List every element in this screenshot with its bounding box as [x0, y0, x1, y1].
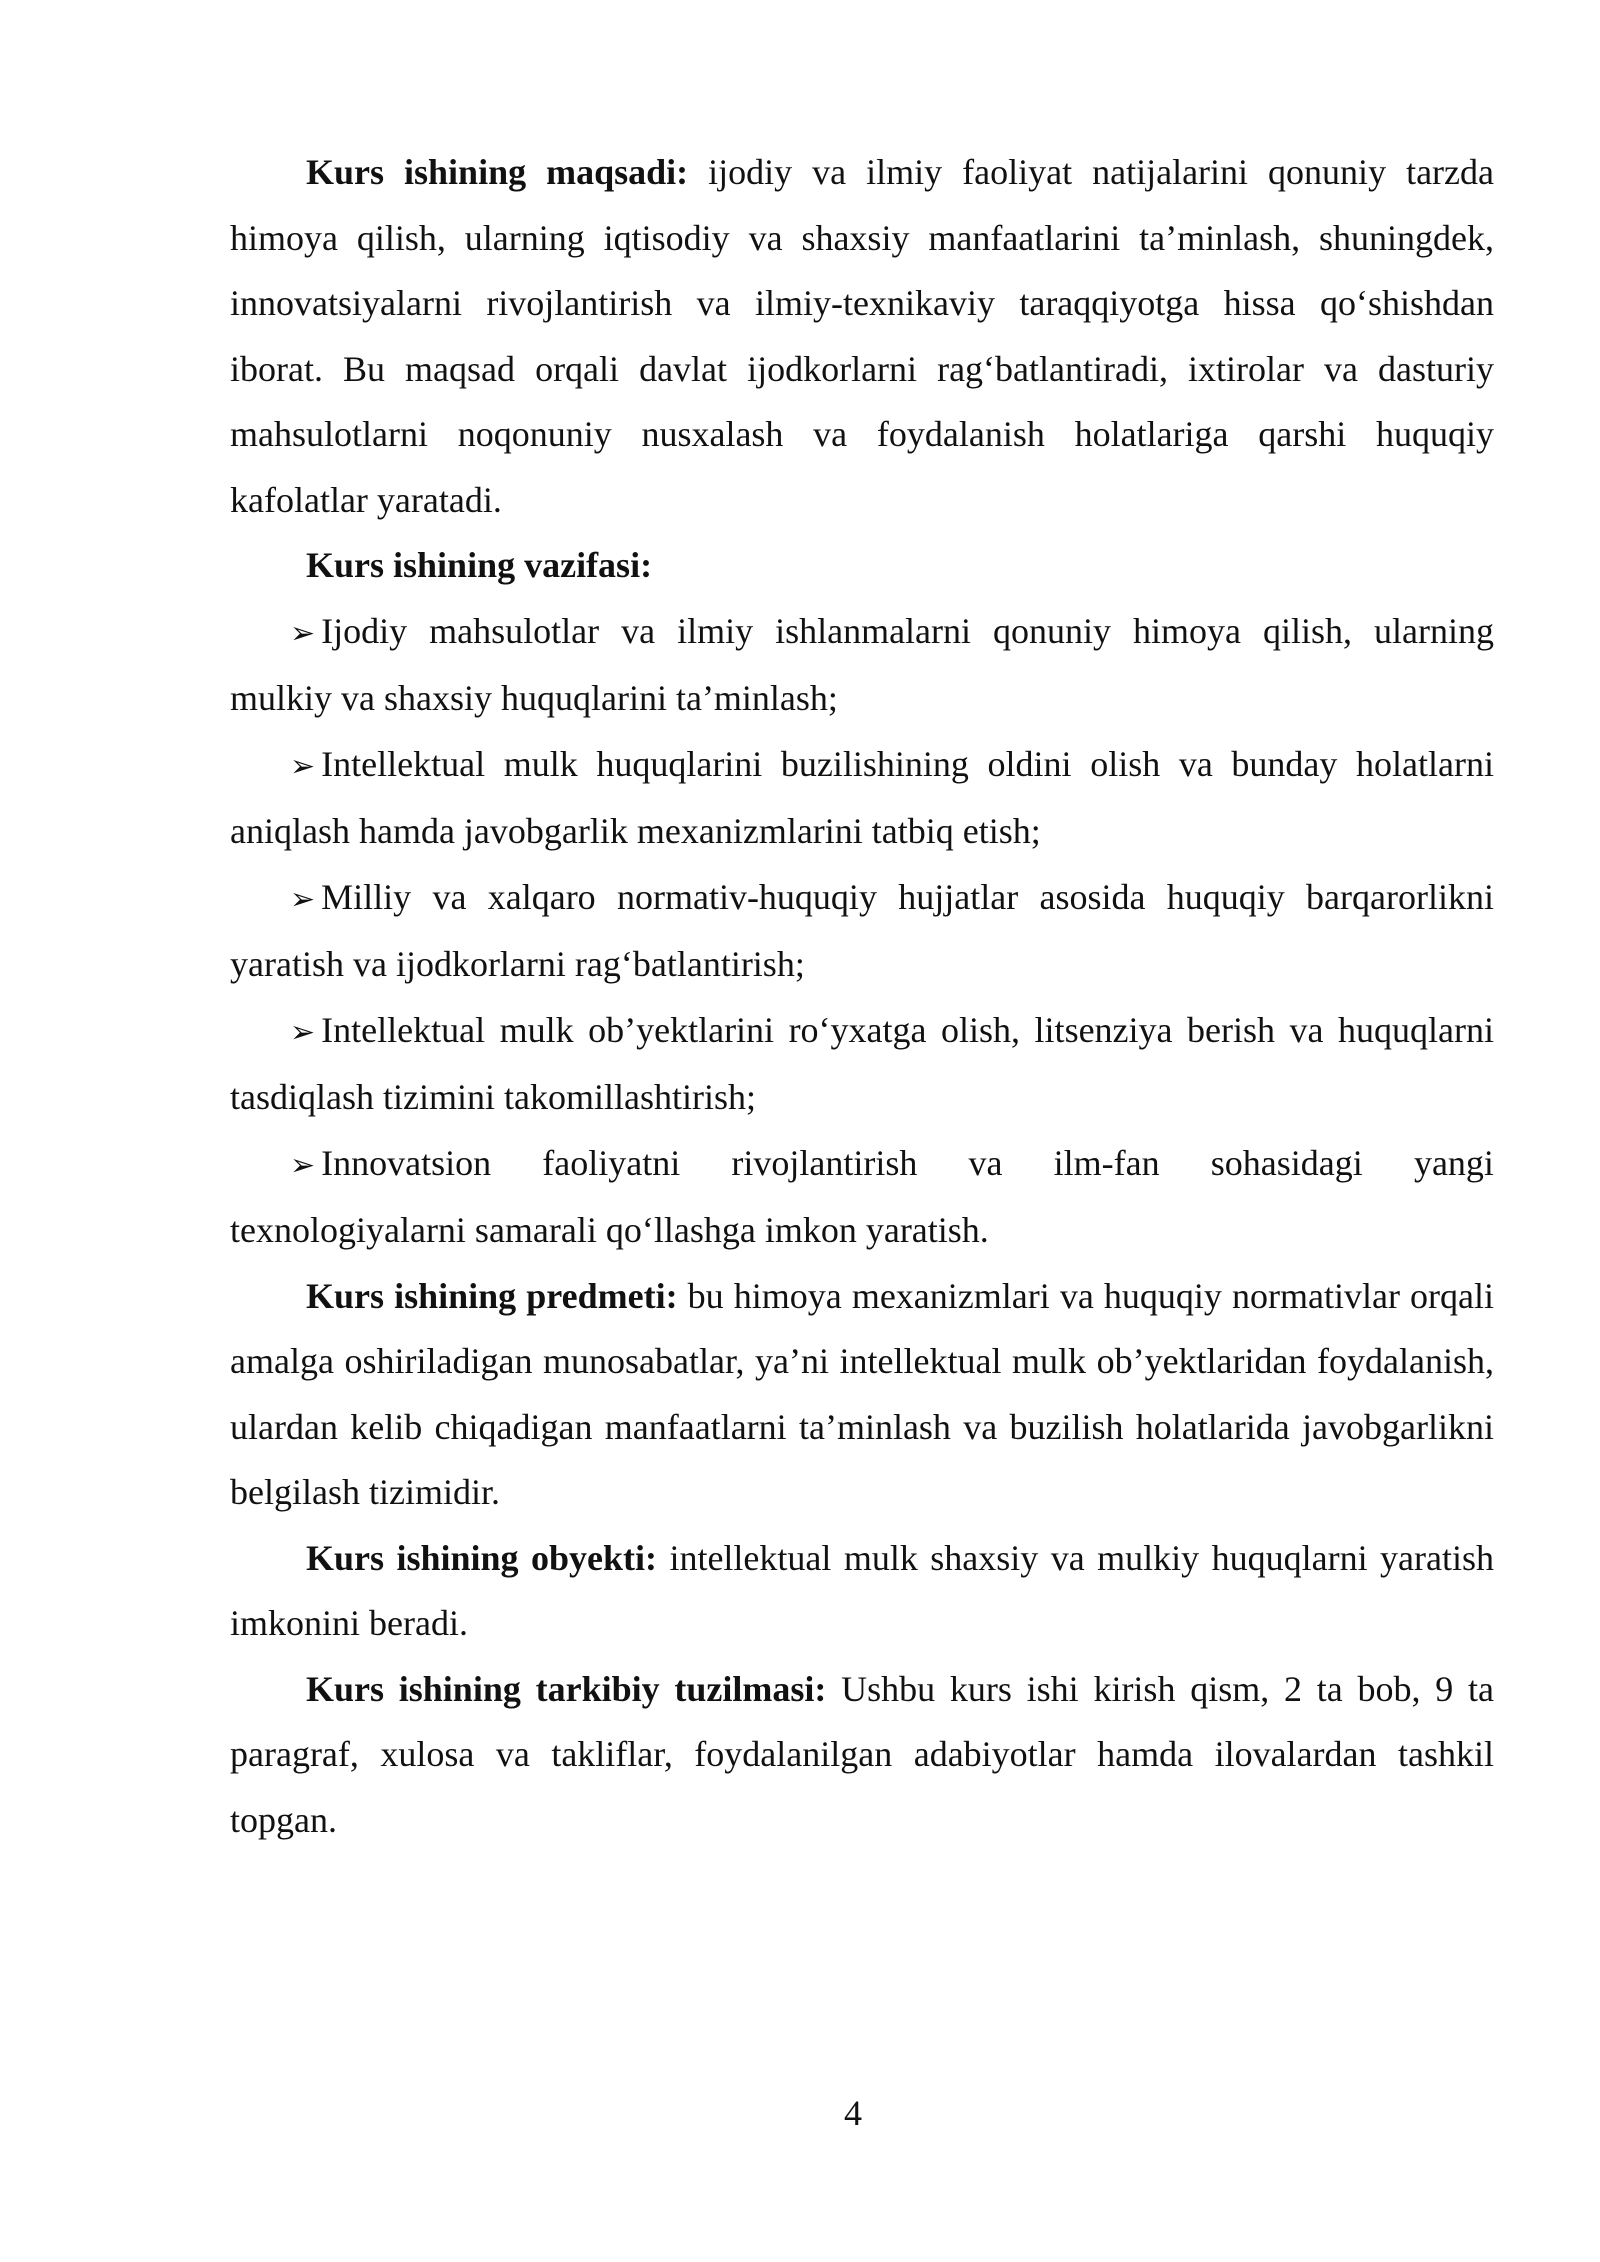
text-predmet: bu himoya mexanizmlari va huquqiy normativlar orqali amalga oshiriladigan munosabatlar, ya’ni intellektual mulk ob’yektlaridan foydalanish, ulardan kelib chiqadigan manfaatlarni ta’minlash va buzilish holatlarida javobgarlikni belgilash tizimidir.	[230, 1275, 1494, 1512]
heading-tuzilma: Kurs ishining tarkibiy tuzilmasi:	[306, 1668, 827, 1709]
task-last-word-first	[290, 1131, 491, 1199]
page-number: 4	[844, 2093, 862, 2133]
task-last-line1	[230, 1131, 1494, 1199]
paragraph-maqsad	[230, 140, 1494, 533]
heading-maqsad: Kurs ishining maqsadi:	[306, 152, 689, 192]
task-item-last	[230, 1131, 1494, 1264]
task-item	[230, 599, 1494, 732]
paragraph-obyekt	[230, 1526, 1494, 1657]
task-text: Milliy va xalqaro normativ-huquqiy hujjatlar asosida huquqiy barqarorlikni yaratish va ijodkorlarni rag‘batlantirish;	[230, 876, 1494, 984]
arrow-bullet-icon: ➢	[290, 1014, 316, 1050]
text-tuzilma: Ushbu kurs ishi kirish qism, 2 ta bob, 9 ta paragraf, xulosa va takliflar, foydalanilgan adabiyotlar hamda ilovalardan tashkil topgan.	[230, 1668, 1494, 1840]
task-word: sohasidagi	[1210, 1142, 1363, 1183]
task-last-line2: texnologiyalarni samarali qo‘llashga imkon yaratish.	[230, 1210, 989, 1250]
task-text: Ijodiy mahsulotlar va ilmiy ishlanmalarni qonuniy himoya qilish, ularning mulkiy va shaxsiy huquqlarini ta’minlash;	[230, 610, 1494, 718]
paragraph-tuzilma	[230, 1657, 1494, 1854]
task-text: Intellektual mulk ob’yektlarini ro‘yxatga olish, litsenziya berish va huquqlarni tasdiqlash tizimini takomillashtirish;	[230, 1009, 1494, 1117]
task-item	[230, 998, 1494, 1131]
task-word: rivojlantirish	[731, 1142, 918, 1183]
heading-obyekt: Kurs ishining obyekti:	[306, 1537, 657, 1578]
paragraph-predmet	[230, 1264, 1494, 1526]
task-word: Innovatsion	[321, 1142, 492, 1183]
arrow-bullet-icon: ➢	[290, 615, 316, 651]
arrow-bullet-icon: ➢	[290, 748, 316, 784]
document-page	[230, 140, 1494, 1853]
arrow-bullet-icon: ➢	[290, 881, 316, 917]
task-word: ilm-fan	[1053, 1142, 1160, 1183]
task-item	[230, 865, 1494, 998]
task-item	[230, 732, 1494, 865]
task-word: faoliyatni	[542, 1142, 681, 1183]
task-word: yangi	[1413, 1142, 1494, 1183]
text-obyekt: intellektual mulk shaxsiy va mulkiy huquqlarni yaratish imkonini beradi.	[230, 1537, 1495, 1643]
task-text: Intellektual mulk huquqlarini buzilishining oldini olish va bunday holatlarni aniqlash hamda javobgarlik mexanizmlarini tatbiq etish;	[230, 743, 1494, 851]
arrow-bullet-icon: ➢	[290, 1147, 316, 1183]
task-word: va	[968, 1142, 1003, 1183]
heading-predmet: Kurs ishining predmeti:	[306, 1275, 678, 1316]
text-maqsad: ijodiy va ilmiy faoliyat natijalarini qonuniy tarzda himoya qilish, ularning iqtisodiy va shaxsiy manfaatlarini ta’minlash, shuningdek, innovatsiyalarni rivojlantirish va ilmiy-texnikaviy taraqqiyotga hissa qo‘shishdan iborat. Bu maqsad orqali davlat ijodkorlarni rag‘batlantiradi, ixtirolar va dasturiy mahsulotlarni noqonuniy nusxalash va foydalanish holatlariga qarshi huquqiy kafolatlar yaratadi.	[230, 152, 1494, 520]
heading-vazifa: Kurs ishining vazifasi:	[306, 545, 653, 585]
